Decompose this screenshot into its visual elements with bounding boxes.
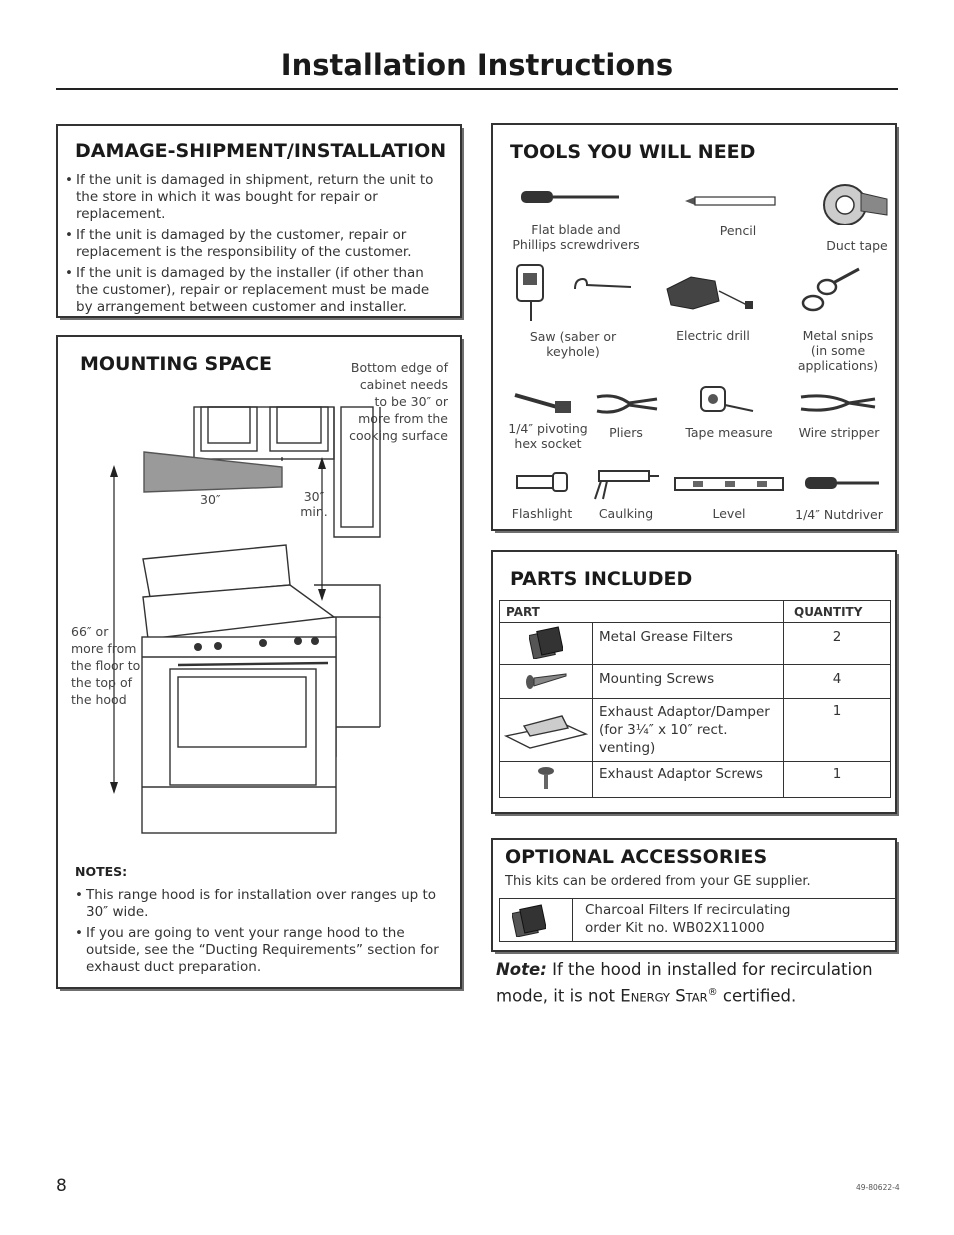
tool-label-drill: Electric drill [676, 328, 750, 343]
nutdriver-icon [803, 473, 883, 493]
wire-stripper-icon [799, 391, 879, 415]
tool-label-nutdriver: 1/4″ Nutdriver [795, 507, 883, 522]
mounting-diagram [58, 397, 460, 837]
pliers-icon [595, 391, 661, 417]
damage-item: • If the unit is damaged by the customer, repair or replacement is the responsibility of the customer. [65, 227, 435, 261]
part-name: Metal Grease Filters [593, 623, 784, 665]
tape-measure-icon [697, 383, 757, 417]
note-text-end: certified. [717, 986, 797, 1006]
accessory-description [585, 901, 790, 937]
cabinet-height-note: Bottom edge of cabinet needs to be 30″ or more from the cooking surface [349, 360, 448, 443]
registered-mark: ® [707, 987, 718, 998]
grease-filter-icon [529, 625, 563, 659]
damage-list [65, 172, 435, 320]
caulking-gun-icon [589, 465, 661, 501]
min-clearance-label: 30″ min. [300, 489, 328, 519]
mounting-box [56, 335, 462, 989]
damage-title: DAMAGE-SHIPMENT/INSTALLATION [75, 140, 447, 162]
energy-star-tar: TAR [685, 990, 708, 1005]
damper-icon [502, 706, 590, 750]
saw-blade-icon [571, 275, 635, 299]
part-icon-cell [500, 623, 593, 665]
tools-box [491, 123, 897, 531]
document-number: 49-80622-4 [856, 1183, 900, 1192]
tool-label-screwdrivers: Flat blade and Phillips screwdrivers [512, 222, 640, 252]
table-row [500, 762, 891, 798]
part-icon-cell [500, 762, 593, 798]
tool-label-saw: Saw (saber or keyhole) [529, 329, 617, 359]
part-qty: 4 [784, 665, 891, 699]
width-label: 30″ [200, 492, 221, 507]
drill-icon [661, 267, 761, 317]
table-row [500, 665, 891, 699]
duct-tape-icon [821, 181, 891, 225]
mounting-title: MOUNTING SPACE [80, 353, 273, 375]
tool-label-hex-socket: 1/4″ pivoting hex socket [508, 421, 588, 451]
note-text: If the hood in installed for recirculation mode, it is not [496, 960, 873, 1006]
screwdriver-icon [519, 185, 623, 209]
flashlight-icon [515, 471, 571, 493]
accessory-icon-cell [500, 899, 573, 941]
table-row [500, 623, 891, 665]
page-number: 8 [56, 1176, 67, 1196]
part-qty: 2 [784, 623, 891, 665]
tool-label-duct-tape: Duct tape [826, 238, 888, 253]
part-name-line: Exhaust Adaptor/Damper [599, 704, 770, 720]
tool-label-tape-measure: Tape measure [685, 425, 773, 440]
note-label: Note: [496, 960, 547, 979]
parts-header-row [500, 601, 891, 623]
parts-table [499, 600, 891, 798]
adaptor-screw-icon [536, 765, 556, 791]
accessories-title: OPTIONAL ACCESSORIES [505, 846, 768, 868]
title-rule [56, 88, 898, 90]
tool-label-snips: Metal snips (in some applications) [797, 328, 879, 373]
accessories-box [491, 838, 897, 952]
accessory-line: order Kit no. WB02X11000 [585, 920, 765, 936]
energy-star-s: S [669, 986, 686, 1006]
part-name: Mounting Screws [593, 665, 784, 699]
pencil-icon [683, 195, 779, 207]
table-row [500, 699, 891, 762]
part-icon-cell [500, 665, 593, 699]
tools-title: TOOLS YOU WILL NEED [510, 141, 756, 163]
damage-box [56, 124, 462, 318]
hex-socket-icon [511, 389, 577, 417]
notes-list [75, 887, 445, 980]
tool-label-caulking: Caulking [598, 506, 654, 521]
quantity-column-header: QUANTITY [784, 601, 891, 623]
accessory-line: Charcoal Filters If recirculating [585, 902, 791, 918]
part-qty: 1 [784, 762, 891, 798]
level-icon [673, 475, 787, 493]
snips-icon [799, 265, 863, 317]
energy-star-e: E [620, 986, 631, 1006]
parts-box [491, 550, 897, 814]
tool-label-pliers: Pliers [609, 425, 643, 440]
screw-icon [524, 670, 568, 690]
tool-label-level: Level [712, 506, 746, 521]
energy-star-nergy: NERGY [630, 990, 670, 1005]
part-name: Exhaust Adaptor Screws [593, 762, 784, 798]
tool-label-wire-stripper: Wire stripper [798, 425, 880, 440]
damage-item: • If the unit is damaged by the installer (if other than the customer), repair or replacement must be made by arrangement between customer and installer. [65, 265, 435, 316]
tool-label-flashlight: Flashlight [511, 506, 573, 521]
part-icon-cell [500, 699, 593, 762]
part-name [593, 699, 784, 762]
damage-item: • If the unit is damaged in shipment, return the unit to the store in which it was bought for repair or replacement. [65, 172, 435, 223]
page-title: Installation Instructions [280, 48, 674, 82]
accessories-subtitle: This kits can be ordered from your GE supplier. [505, 874, 811, 889]
part-qty: 1 [784, 699, 891, 762]
note-item: • If you are going to vent your range hood to the outside, see the “Ducting Requirements” section for exhaust duct preparation. [75, 925, 445, 976]
tool-label-pencil: Pencil [719, 223, 757, 238]
accessory-row [499, 898, 897, 942]
note-item: • This range hood is for installation over ranges up to 30″ wide. [75, 887, 445, 921]
part-column-header: PART [500, 601, 784, 623]
charcoal-filter-icon [512, 903, 546, 937]
notes-title: NOTES: [75, 864, 128, 879]
part-name-line: (for 3¼″ x 10″ rect. venting) [599, 722, 728, 756]
parts-title: PARTS INCLUDED [510, 568, 693, 590]
saw-icon [511, 263, 555, 323]
height-note: 66″ or more from the floor to the top of the hood [71, 624, 141, 707]
recirculation-note [496, 958, 876, 1010]
